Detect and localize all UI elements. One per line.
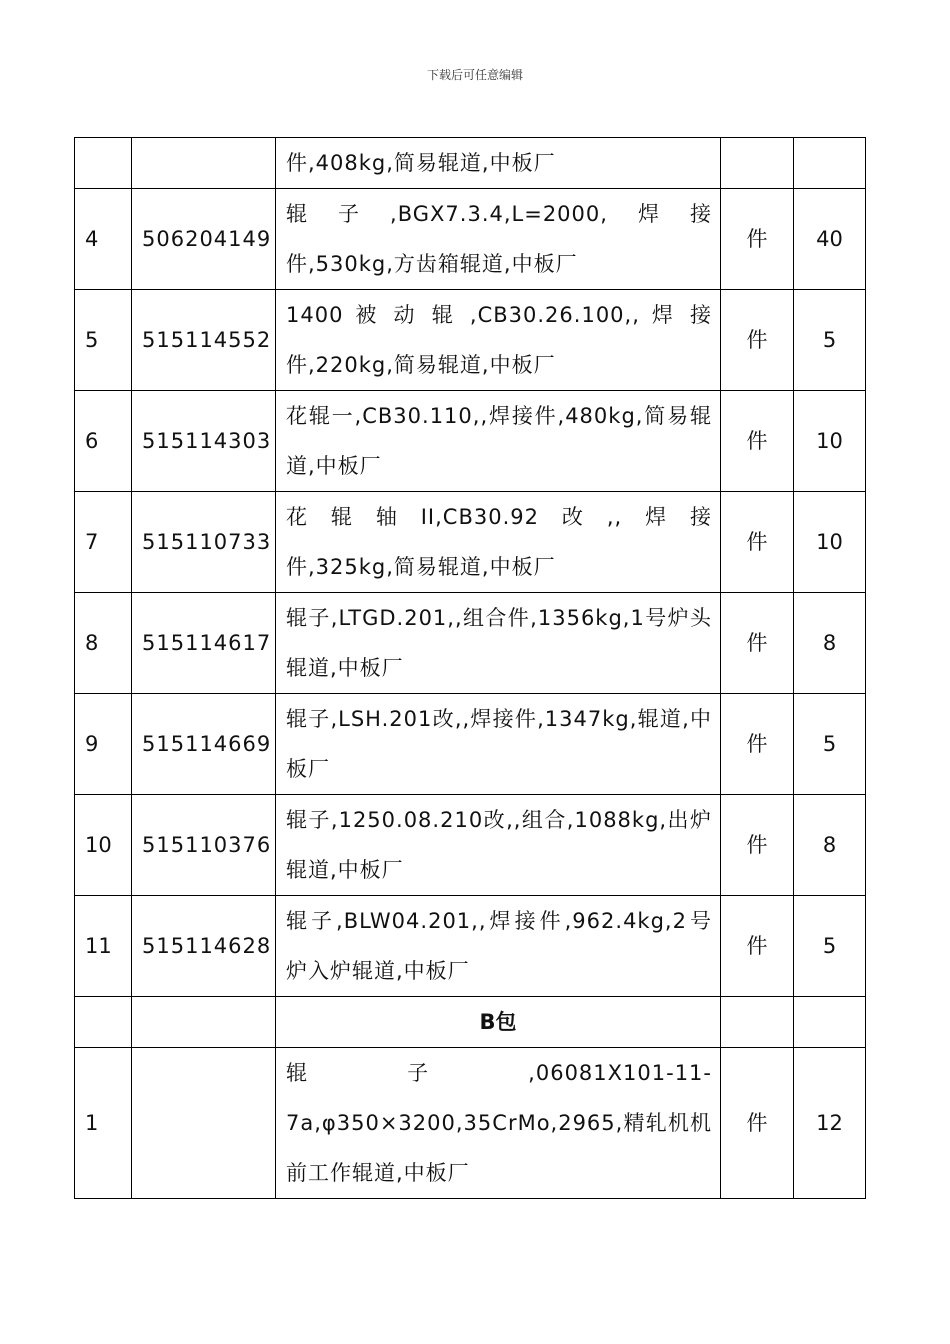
material-description: 辊子,LTGD.201,,组合件,1356kg,1号炉头辊道,中板厂 <box>276 593 721 694</box>
quantity: 40 <box>794 189 866 290</box>
table-row <box>75 391 866 492</box>
unit: 件 <box>721 492 794 593</box>
empty-cell <box>721 997 794 1048</box>
empty-cell <box>132 997 276 1048</box>
material-code: 506204149 <box>132 189 276 290</box>
material-description: 花 辊 轴 II,CB30.92 改 ,, 焊 接件,325kg,简易辊道,中板厂 <box>276 492 721 593</box>
material-table <box>74 137 866 1199</box>
material-description: 辊 子 ,BGX7.3.4,L=2000, 焊 接件,530kg,方齿箱辊道,中板厂 <box>276 189 721 290</box>
material-code: 515114628 <box>132 896 276 997</box>
material-code: 515114552 <box>132 290 276 391</box>
material-code: 515114669 <box>132 694 276 795</box>
material-code: 515110733 <box>132 492 276 593</box>
material-code: 515114303 <box>132 391 276 492</box>
material-description: 1400 被 动 辊 ,CB30.26.100,, 焊 接件,220kg,简易辊道,中板厂 <box>276 290 721 391</box>
quantity: 5 <box>794 694 866 795</box>
unit: 件 <box>721 694 794 795</box>
table-row <box>75 1048 866 1199</box>
table-row <box>75 290 866 391</box>
empty-cell <box>794 997 866 1048</box>
unit: 件 <box>721 290 794 391</box>
unit: 件 <box>721 189 794 290</box>
row-number: 1 <box>75 1048 132 1199</box>
material-description: 辊子,1250.08.210改,,组合,1088kg,出炉辊道,中板厂 <box>276 795 721 896</box>
quantity: 10 <box>794 391 866 492</box>
material-description: 辊子,BLW04.201,,焊接件,962.4kg,2号炉入炉辊道,中板厂 <box>276 896 721 997</box>
row-number: 7 <box>75 492 132 593</box>
row-number: 11 <box>75 896 132 997</box>
unit: 件 <box>721 896 794 997</box>
material-code: 515110376 <box>132 795 276 896</box>
quantity: 5 <box>794 896 866 997</box>
row-number: 8 <box>75 593 132 694</box>
row-number: 4 <box>75 189 132 290</box>
quantity: 8 <box>794 593 866 694</box>
row-number: 10 <box>75 795 132 896</box>
unit <box>721 138 794 189</box>
unit: 件 <box>721 391 794 492</box>
table-row <box>75 896 866 997</box>
row-number <box>75 138 132 189</box>
table-row <box>75 189 866 290</box>
table-row <box>75 694 866 795</box>
quantity: 12 <box>794 1048 866 1199</box>
unit: 件 <box>721 1048 794 1199</box>
row-number: 6 <box>75 391 132 492</box>
section-row <box>75 997 866 1048</box>
empty-cell <box>75 997 132 1048</box>
section-title: B包 <box>276 997 721 1048</box>
unit: 件 <box>721 593 794 694</box>
table-row <box>75 492 866 593</box>
quantity <box>794 138 866 189</box>
row-number: 5 <box>75 290 132 391</box>
material-code <box>132 1048 276 1199</box>
material-description: 件,408kg,简易辊道,中板厂 <box>276 138 721 189</box>
quantity: 10 <box>794 492 866 593</box>
page-header: 下载后可任意编辑 <box>426 68 523 82</box>
table-row <box>75 593 866 694</box>
unit: 件 <box>721 795 794 896</box>
material-code <box>132 138 276 189</box>
quantity: 5 <box>794 290 866 391</box>
material-description: 辊 子 ,06081X101-11-7a,φ350×3200,35CrMo,2965,精轧机机前工作辊道,中板厂 <box>276 1048 721 1199</box>
quantity: 8 <box>794 795 866 896</box>
material-description: 花辊一,CB30.110,,焊接件,480kg,简易辊道,中板厂 <box>276 391 721 492</box>
table-row <box>75 138 866 189</box>
row-number: 9 <box>75 694 132 795</box>
material-description: 辊子,LSH.201改,,焊接件,1347kg,辊道,中板厂 <box>276 694 721 795</box>
material-code: 515114617 <box>132 593 276 694</box>
table-row <box>75 795 866 896</box>
